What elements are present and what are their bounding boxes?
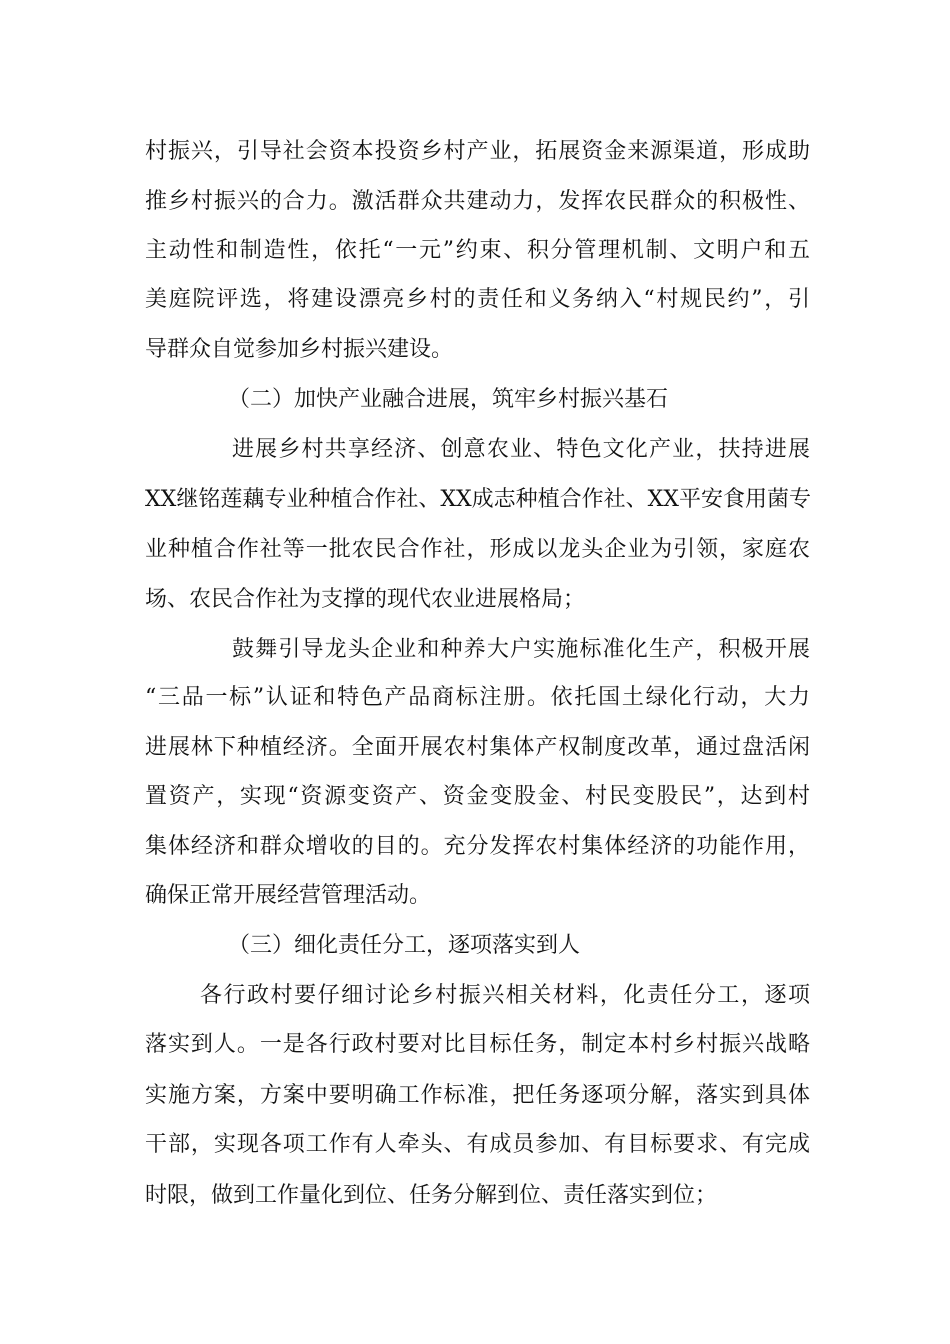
text-line: 确保正常开展经营管理活动。 (145, 883, 432, 908)
text-line: 各行政村要仔细讨论乡村振兴相关材料，化责任分工，逐项 (200, 983, 810, 1008)
text-line: 进展乡村共享经济、创意农业、特色文化产业，扶持进展 (232, 437, 810, 462)
text-line: 实施方案，方案中要明确工作标准，把任务逐项分解，落实到具体 (145, 1083, 810, 1108)
text-line: 主动性和制造性，依托“一元”约束、积分管理机制、文明户和五 (145, 238, 810, 263)
text-line: 村振兴，引导社会资本投资乡村产业，拓展资金来源渠道，形成助 (145, 139, 810, 164)
text-line: 推乡村振兴的合力。激活群众共建动力，发挥农民群众的积极性、 (145, 189, 810, 214)
section-heading: （三）细化责任分工，逐项落实到人 (228, 933, 581, 958)
text-line: 美庭院评选，将建设漂亮乡村的责任和义务纳入“村规民约”，引 (145, 287, 810, 312)
section-heading: （二）加快产业融合进展，筑牢乡村振兴基石 (228, 387, 669, 412)
text-line: 落实到人。一是各行政村要对比目标任务，制定本村乡村振兴战略 (145, 1032, 810, 1057)
text-line: XX继铭莲藕专业种植合作社、XX成志种植合作社、XX平安食用菌专 (145, 487, 811, 512)
text-line: 干部，实现各项工作有人牵头、有成员参加、有目标要求、有完成 (145, 1132, 810, 1157)
text-line: 场、农民合作社为支撑的现代农业进展格局； (145, 587, 586, 612)
text-line: 置资产，实现“资源变资产、资金变股金、村民变股民”，达到村 (145, 784, 810, 809)
text-line: 进展林下种植经济。全面开展农村集体产权制度改革，通过盘活闲 (145, 735, 810, 760)
text-line: 时限，做到工作量化到位、任务分解到位、责任落实到位； (145, 1183, 718, 1208)
text-line: 鼓舞引导龙头企业和种养大户实施标准化生产，积极开展 (232, 637, 810, 662)
text-line: 导群众自觉参加乡村振兴建设。 (145, 337, 454, 362)
text-line: 业种植合作社等一批农民合作社，形成以龙头企业为引领，家庭农 (145, 537, 810, 562)
text-line: “三品一标”认证和特色产品商标注册。依托国土绿化行动，大力 (145, 685, 810, 710)
text-line: 集体经济和群众增收的目的。充分发挥农村集体经济的功能作用， (145, 834, 810, 859)
